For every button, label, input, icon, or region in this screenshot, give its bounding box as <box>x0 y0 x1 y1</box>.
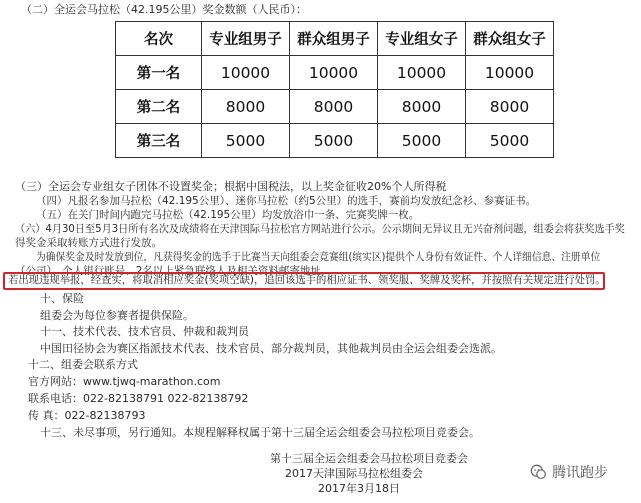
table-header-cell: 专业组男子 <box>202 22 290 56</box>
paragraph-line: 得奖金采取转账方式进行发放。 <box>15 237 162 249</box>
paragraph-line: （公司）、个人银行账号、2名以上紧急联络人及相关资料邮寄地址。 <box>15 265 332 277</box>
wechat-logo-icon <box>530 464 547 481</box>
watermark-text: 腾讯跑步 <box>552 465 608 481</box>
highlight-line: 若出现违规举报，经查实，将取消相应奖金(奖项空缺)，追回该选手的相应证书、领奖服、奖牌及奖杯，并按照有关规定进行处罚。 <box>8 274 606 286</box>
paragraph-line: 为确保奖金及时发放到位，凡获得奖金的选手于比赛当天向组委会竞赛组(缤实区)提供个人身份有效证件、个人详细信息、注册单位 <box>36 251 601 263</box>
table-header-cell: 群众组女子 <box>466 22 554 56</box>
table-header-cell: 名次 <box>116 22 202 56</box>
section10-body: 组委会为每位参赛者提供保险。 <box>40 309 194 322</box>
table-row <box>116 90 554 124</box>
prize-cell: 10000 <box>202 56 290 90</box>
table-header-cell: 群众组男子 <box>290 22 378 56</box>
prize-cell: 8000 <box>290 90 378 124</box>
prize-cell: 10000 <box>378 56 466 90</box>
prize-cell: 5000 <box>466 124 554 158</box>
section11-title: 十一、技术代表、技术官员、仲裁和裁判员 <box>40 325 249 338</box>
contact-fax: 传 真：022-82138793 <box>28 409 146 422</box>
prize-cell: 5000 <box>202 124 290 158</box>
table-row <box>116 124 554 158</box>
prize-cell: 8000 <box>378 90 466 124</box>
prize-cell: 5000 <box>290 124 378 158</box>
section12-title: 十二、组委会联系方式 <box>28 358 138 371</box>
table-row <box>116 56 554 90</box>
section11-body: 中国田径协会为赛区指派技术代表、技术官员、部分裁判员，其他裁判员由全运会组委会选派。 <box>40 342 502 355</box>
table-header-row <box>116 22 554 56</box>
section6-line: （六）4月30日至5月3日所有名次及成绩将在天津国际马拉松官方网站进行公示。公示期间无异议且无兴奋剂问题，组委会将获奖选手奖 <box>15 223 625 235</box>
section4-line: （四）凡报名参加马拉松（42.195公里）、迷你马拉松（约5公里）的选手，赛前均发放纪念衫、参赛证书。 <box>36 195 537 207</box>
prize-cell: 10000 <box>466 56 554 90</box>
signature-date: 2017年3月18日 <box>318 482 400 495</box>
prize-table <box>115 21 554 158</box>
contact-phone: 联系电话：022-82138791 022-82138792 <box>28 392 249 405</box>
table-header-cell: 专业组女子 <box>378 22 466 56</box>
prize-cell: 10000 <box>290 56 378 90</box>
section10-title: 十、保险 <box>40 292 84 305</box>
section3-line: （三）全运会专业组女子团体不设置奖金；根据中国税法，以上奖金征收20%个人所得税 <box>15 180 447 193</box>
section5-line: （五）在关门时间内跑完马拉松（42.195公里）均发放浴巾一条、完赛奖牌一枚。 <box>36 209 420 221</box>
section2-title: （二）全运会马拉松（42.195公里）奖金数额（人民币）： <box>21 3 307 16</box>
section13-line: 十三、未尽事项，另行通知。本规程解释权属于第十三届全运会组委会马拉松项目竞委会。 <box>40 426 480 439</box>
contact-website: 官方网站：www.tjwq-marathon.com <box>28 375 221 388</box>
prize-cell: 8000 <box>466 90 554 124</box>
rank-cell: 第二名 <box>116 90 202 124</box>
signature-org2: 2017天津国际马拉松组委会 <box>285 467 423 480</box>
signature-org1: 第十三届全运会组委会马拉松项目竞委会 <box>270 452 468 465</box>
rank-cell: 第一名 <box>116 56 202 90</box>
rank-cell: 第三名 <box>116 124 202 158</box>
prize-cell: 8000 <box>202 90 290 124</box>
prize-cell: 5000 <box>378 124 466 158</box>
